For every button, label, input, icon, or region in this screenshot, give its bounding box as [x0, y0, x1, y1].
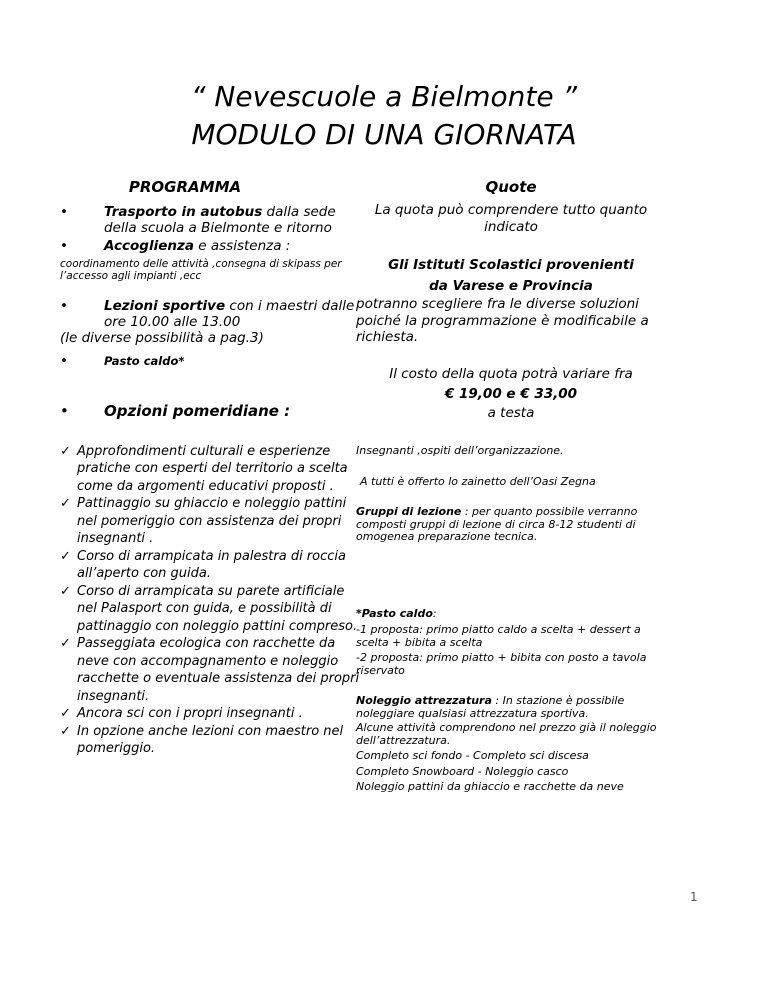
item-text: dalla sede della scuola a Bielmonte e ritorno — [104, 204, 336, 236]
noleggio-text: Noleggio attrezzatura : In stazione è possibile noleggiare qualsiasi attrezzatura sportiva. — [356, 694, 625, 720]
document-subtitle: MODULO DI UNA GIORNATA — [191, 118, 577, 151]
pasto-option: -2 proposta: primo piatto + bibita con posto a tavola riservato — [356, 651, 647, 677]
check-icon: ✓ — [60, 723, 71, 739]
bullet-icon: • — [60, 352, 68, 369]
istituti-line2: da Varese e Provincia — [429, 277, 593, 294]
item-label: Lezioni sportive — [104, 298, 226, 314]
soluzioni-text: potranno scegliere fra le diverse soluzioni poiché la programmazione è modificabile a richiesta. — [356, 296, 649, 345]
quote-heading: Quote — [485, 178, 537, 196]
pasto-option: -1 proposta: primo piatto caldo a scelta + dessert a scelta + bibita a scelta — [356, 623, 641, 649]
item-text: con i maestri dalle ore 10.00 alle 13.00 — [104, 298, 355, 330]
bullet-icon: • — [60, 401, 69, 420]
list-item — [60, 353, 360, 369]
list-item: ✓ Ancora sci con i propri insegnanti . — [60, 706, 303, 721]
list-item: ✓ Corso di arrampicata su parete artificiale nel Palasport con guida, e possibilità di pattinaggio con noleggio pattini compreso. — [60, 583, 358, 634]
item-label: Accoglienza — [104, 238, 194, 254]
list-item: ✓ Corso di arrampicata in palestra di roccia all’aperto con guida. — [60, 548, 346, 581]
check-icon: ✓ — [60, 636, 71, 651]
noleggio-line: Completo sci fondo - Completo sci discesa — [356, 749, 589, 762]
insegnanti-text: Insegnanti ,ospiti dell’organizzazione. — [356, 444, 564, 457]
list-item — [60, 403, 360, 419]
list-item — [60, 298, 360, 330]
quote-column — [356, 178, 696, 794]
item-label: Opzioni pomeridiane : — [104, 401, 291, 420]
gruppi-text: Gruppi di lezione : per quanto possibile verranno composti gruppi di lezione di circa 8-12 studenti di omogenea preparazione tecnica. — [356, 505, 638, 543]
item-note: (le diverse possibilità a pag.3) — [60, 330, 264, 346]
quota-text: La quota può comprendere tutto quanto indicato — [374, 202, 648, 235]
check-icon: ✓ — [60, 548, 71, 564]
noleggio-line: Alcune attività comprendono nel prezzo già il noleggio dell’attrezzatura. — [356, 721, 657, 747]
list-item: ✓ Passeggiata ecologica con racchette da neve con accompagnamento e noleggio racchette o eventuale assistenza dei propri insegnanti. — [60, 636, 360, 704]
item-label: Pasto caldo* — [104, 353, 185, 368]
document-title: “ Nevescuole a Bielmonte ” — [191, 80, 577, 113]
noleggio-line: Completo Snowboard - Noleggio casco — [356, 764, 569, 778]
bullet-icon: • — [60, 204, 68, 220]
zainetto-text: A tutti è offerto lo zainetto dell’Oasi Zegna — [360, 474, 596, 488]
costo-line1: Il costo della quota potrà variare fra — [389, 365, 633, 382]
list-item — [60, 238, 360, 254]
gruppi-label: Gruppi di lezione — [356, 505, 462, 518]
bullet-icon: • — [60, 298, 68, 314]
pasto-label: *Pasto caldo — [356, 606, 433, 620]
list-item: ✓ In opzione anche lezioni con maestro nel pomeriggio. — [60, 723, 344, 756]
istituti-line1: Gli Istituti Scolastici provenienti — [388, 257, 634, 273]
list-item: ✓ Pattinaggio su ghiaccio e noleggio pattini nel pomeriggio con assistenza dei propri insegnanti . — [60, 496, 347, 546]
check-icon: ✓ — [60, 496, 71, 511]
check-icon: ✓ — [60, 706, 71, 721]
bullet-icon: • — [60, 238, 68, 254]
list-item: ✓ Approfondimenti culturali e esperienze pratiche con esperti del territorio a scelta come da argomenti educativi proposti . — [60, 443, 348, 494]
noleggio-label: Noleggio attrezzatura — [356, 694, 492, 707]
programma-heading: PROGRAMMA — [128, 178, 242, 196]
costo-price: € 19,00 e € 33,00 — [444, 386, 578, 402]
item-label: Trasporto in autobus — [104, 204, 263, 220]
options-list — [60, 443, 360, 758]
item-note: coordinamento delle attività ,consegna di skipass per l’accesso agli impianti ,ecc — [60, 258, 342, 282]
check-icon: ✓ — [60, 583, 71, 599]
page-number: 1 — [690, 890, 698, 904]
check-icon: ✓ — [60, 443, 71, 459]
pasto-heading: *Pasto caldo: — [356, 606, 437, 620]
costo-line3: a testa — [487, 404, 535, 421]
item-text: e assistenza : — [193, 238, 291, 254]
list-item — [60, 204, 360, 236]
programma-column — [60, 178, 360, 758]
noleggio-line: Noleggio pattini da ghiaccio e racchette da neve — [356, 780, 624, 793]
